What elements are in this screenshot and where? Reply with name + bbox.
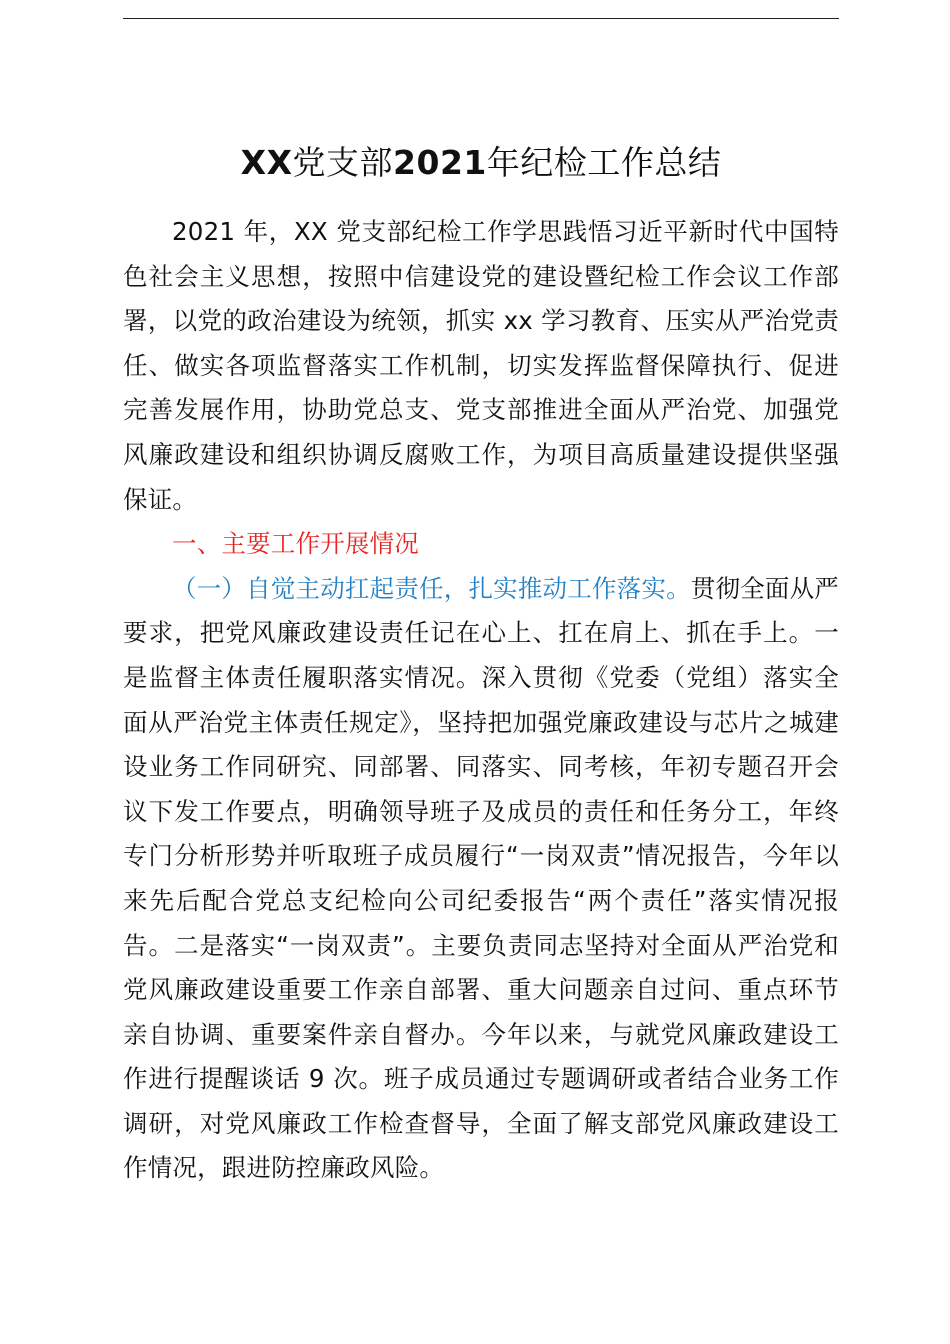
title-prefix: XX: [240, 143, 293, 182]
title-part1: 党支部: [292, 143, 394, 182]
subsection-paragraph: [123, 567, 839, 1191]
document-title: [123, 138, 839, 188]
intro-paragraph: 2021 年，XX 党支部纪检工作学思践悟习近平新时代中国特色社会主义思想，按照中信建设党的建设暨纪检工作会议工作部署，以党的政治建设为统领，抓实 xx 学习教育、压实从严治党责任、做实各项监督落实工作机制，切实发挥监督保障执行、促进完善发展作用，协助党总支、党支部推进全面从严治党、加强党风廉政建设和组织协调反腐败工作，为项目高质量建设提供坚强保证。: [123, 217, 839, 514]
title-year: 2021: [393, 143, 487, 182]
header-rule: [123, 18, 839, 19]
section-heading: 一、主要工作开展情况: [172, 529, 419, 559]
title-part2: 年纪检工作总结: [486, 143, 722, 182]
subsection-heading: （一）自觉主动扛起责任，扎实推动工作落实。: [172, 573, 691, 603]
subsection-body: 贯彻全面从严要求，把党风廉政建设责任记在心上、扛在肩上、抓在手上。一是监督主体责任履职落实情况。深入贯彻《党委（党组）落实全面从严治党主体责任规定》，坚持把加强党廉政建设与芯片之城建设业务工作同研究、同部署、同落实、同考核，年初专题召开会议下发工作要点，明确领导班子及成员的责任和任务分工，年终专门分析形势并听取班子成员履行“一岗双责”情况报告，今年以来先后配合党总支纪检向公司纪委报告“两个责任”落实情况报告。二是落实“一岗双责”。主要负责同志坚持对全面从严治党和党风廉政建设重要工作亲自部署、重大问题亲自过问、重点环节亲自协调、重要案件亲自督办。今年以来，与就党风廉政建设工作进行提醒谈话 9 次。班子成员通过专题调研或者结合业务工作调研，对党风廉政工作检查督导，全面了解支部党风廉政建设工作情况，跟进防控廉政风险。: [123, 573, 839, 1183]
document-body: [123, 138, 839, 1191]
